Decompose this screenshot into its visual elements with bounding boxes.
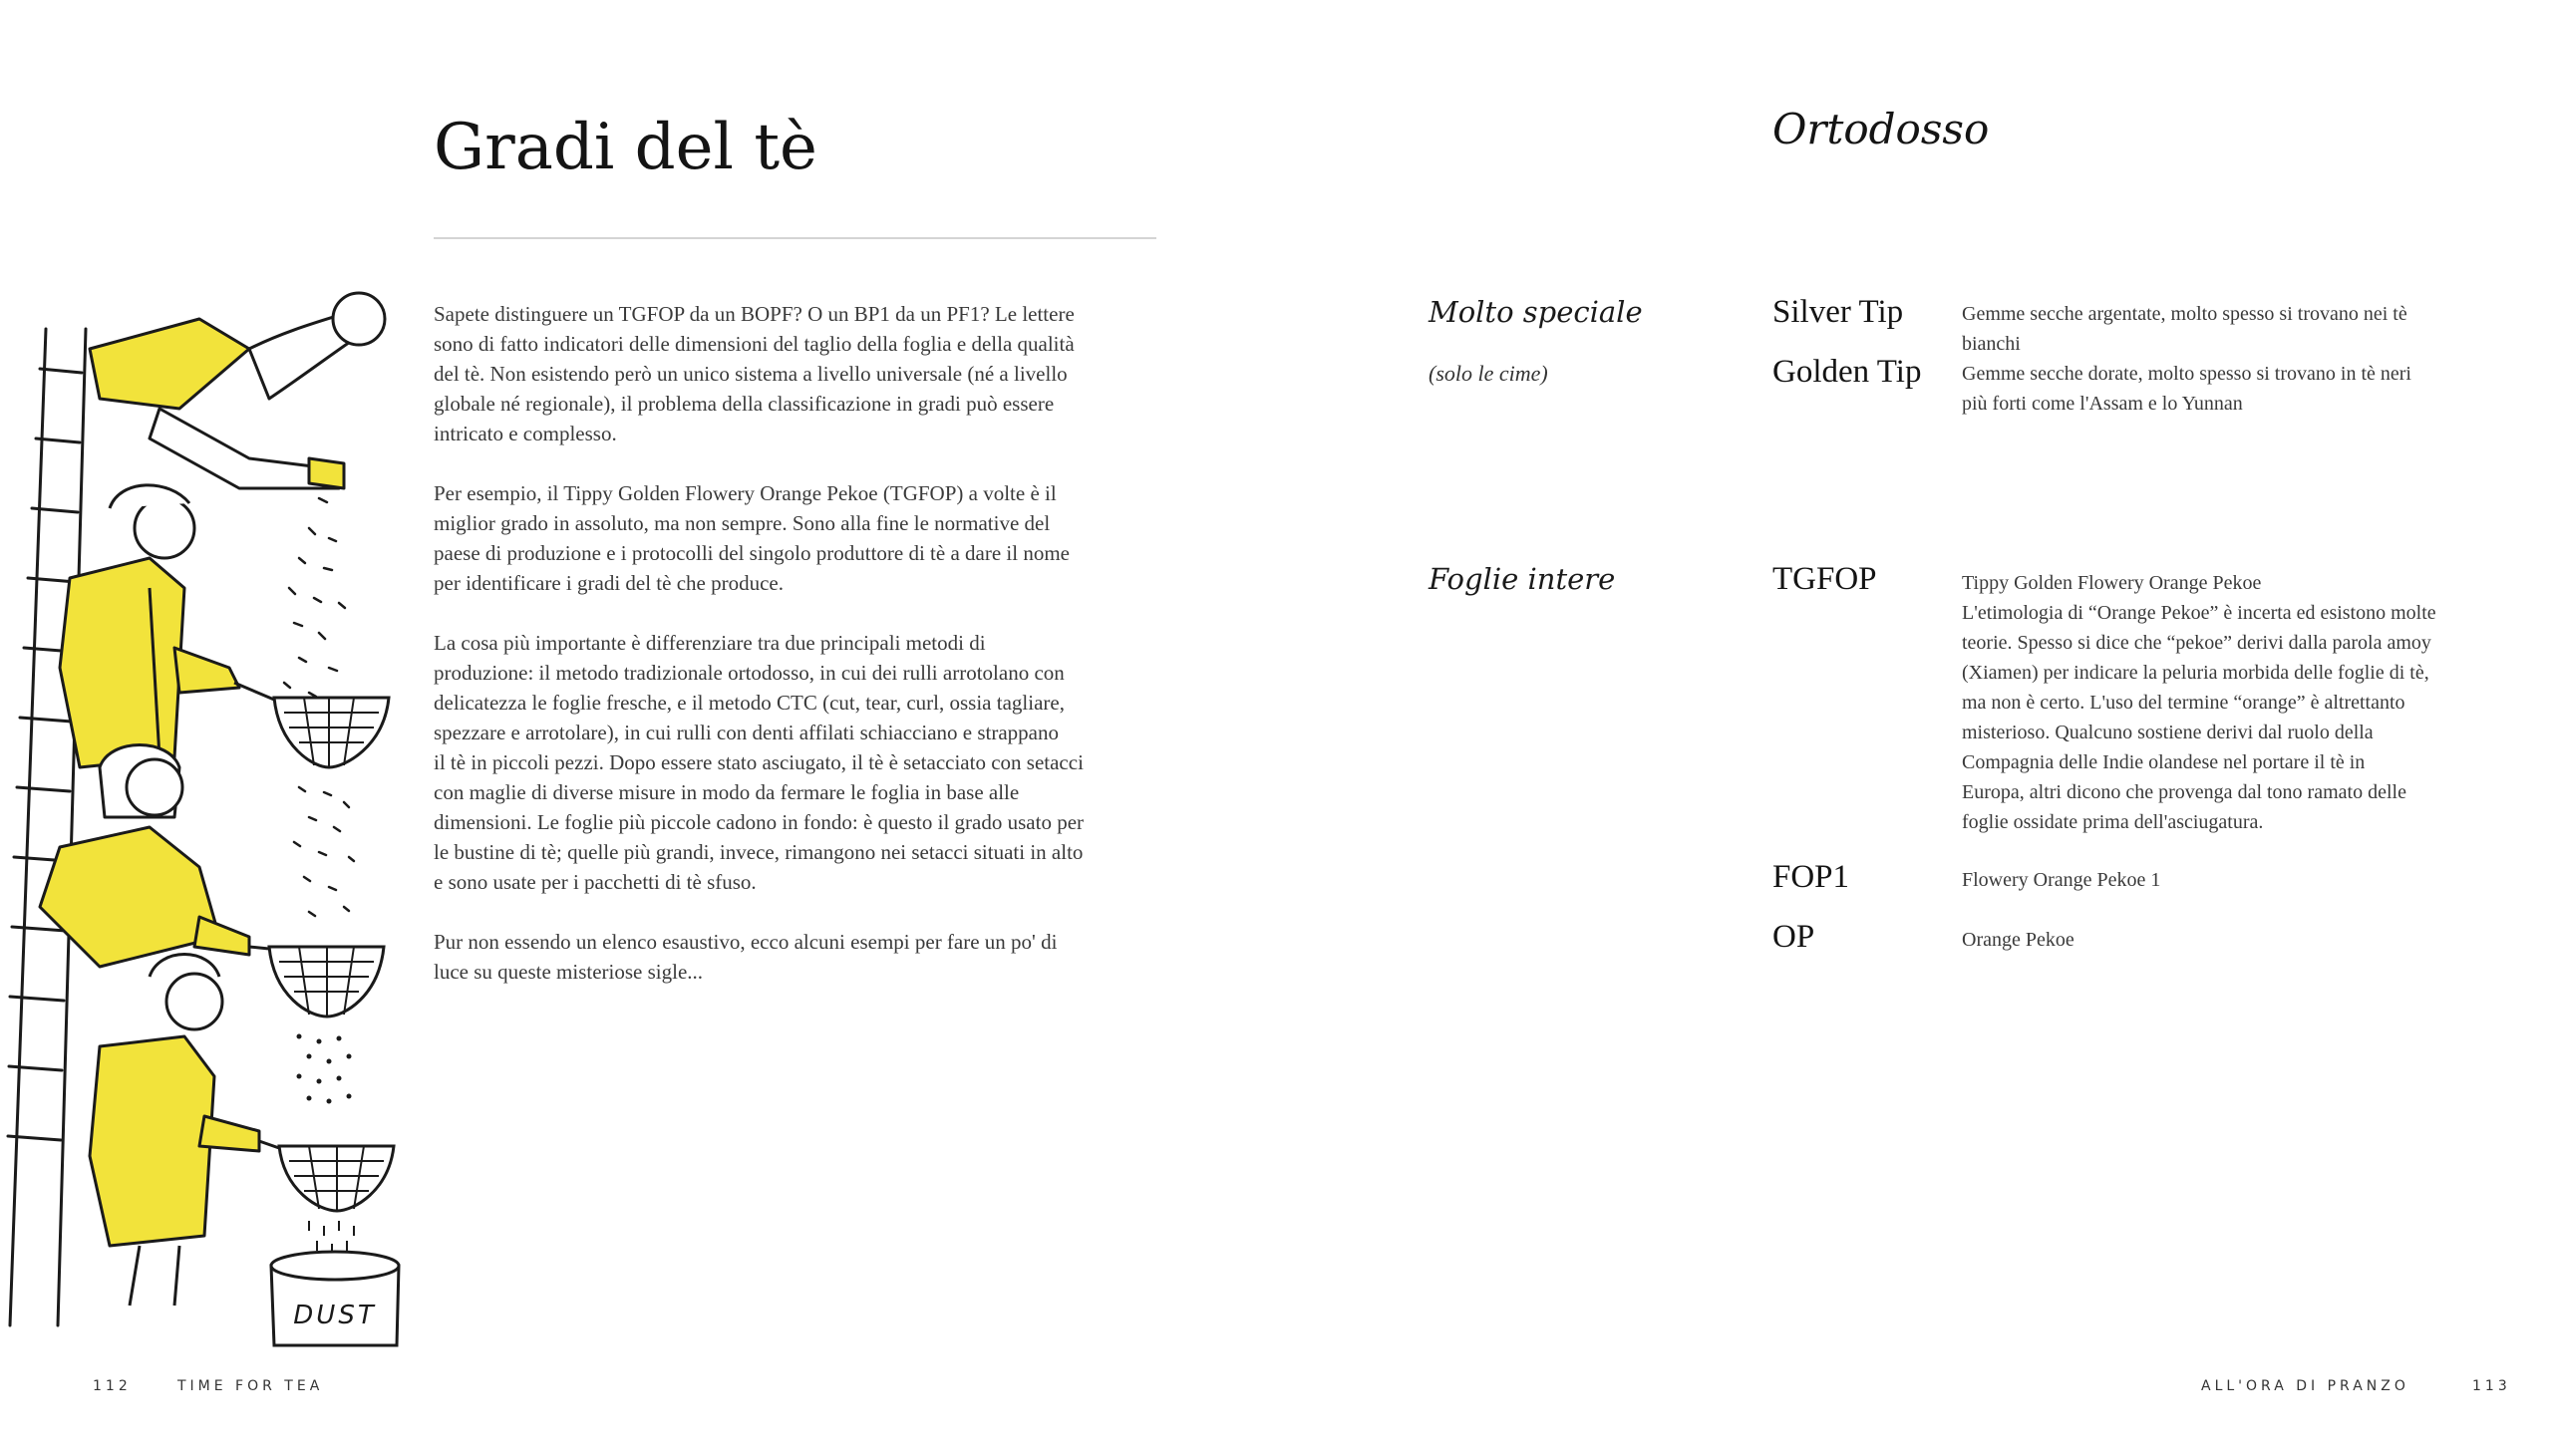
- category-label: Foglie intere: [1429, 562, 1616, 596]
- page-number-right: 113: [2472, 1378, 2511, 1394]
- grade-code: FOP1: [1772, 859, 1850, 895]
- text-line: globale né regionale), il problema della classificazione in gradi può essere: [434, 392, 1055, 416]
- running-head-left: TIME FOR TEA: [177, 1378, 324, 1394]
- desc-line: ma non è certo. L'uso del termine “orange” è altrettanto: [1962, 692, 2405, 714]
- dust-bucket: [271, 1252, 399, 1345]
- text-line: del tè. Non esistendo però un unico sistema a livello universale (né a livello: [434, 362, 1068, 386]
- paragraph-1: [434, 299, 1161, 448]
- desc-line: (Xiamen) per indicare la peluria morbida delle foglie di tè,: [1962, 662, 2429, 684]
- intro-text: [434, 299, 1161, 1017]
- desc-line: foglie ossidate prima dell'asciugatura.: [1962, 811, 2264, 833]
- figure-middle-2: [40, 745, 249, 968]
- desc-line: Gemme secche argentate, molto spesso si trovano nei tè: [1962, 303, 2407, 325]
- title-divider: [434, 237, 1156, 239]
- desc-line: più forti come l'Assam e lo Yunnan: [1962, 393, 2243, 415]
- text-line: Sapete distinguere un TGFOP da un BOPF? O un BP1 da un PF1? Le lettere: [434, 302, 1075, 326]
- falling-leaves: [284, 498, 345, 703]
- text-line: con maglie di diverse misure in modo da fermare le foglia in base alle: [434, 780, 1020, 804]
- grade-description: [1962, 359, 2411, 419]
- text-line: delicatezza le foglie fresche, e il metodo CTC (cut, tear, curl, ossia tagliare,: [434, 691, 1065, 715]
- text-line: luce su queste misteriose sigle...: [434, 960, 704, 984]
- grade-code: TGFOP: [1772, 561, 1877, 597]
- grade-code: Golden Tip: [1772, 354, 1922, 390]
- grade-description: [1962, 865, 2160, 895]
- text-line: e sono usate per i pacchetti di tè sfuso.: [434, 870, 757, 894]
- text-line: per identificare i gradi del tè che produce.: [434, 571, 784, 595]
- page-number-left: 112: [93, 1378, 132, 1394]
- category-label: Molto speciale: [1429, 295, 1643, 329]
- desc-line: Compagnia delle Indie olandese nel portare il tè in: [1962, 751, 2366, 773]
- category-sublabel: (solo le cime): [1429, 361, 1548, 386]
- paragraph-3: [434, 628, 1161, 897]
- desc-line: Flowery Orange Pekoe 1: [1962, 869, 2161, 891]
- text-line: sono di fatto indicatori delle dimensioni del taglio della foglia e della qualità: [434, 332, 1075, 356]
- section-title: Ortodosso: [1772, 105, 1990, 153]
- figure-top: [90, 293, 385, 488]
- desc-line: Tippy Golden Flowery Orange Pekoe: [1962, 572, 2262, 594]
- desc-line: Gemme secche dorate, molto spesso si trovano in tè neri: [1962, 363, 2411, 385]
- text-line: La cosa più importante è differenziare tra due principali metodi di: [434, 631, 986, 655]
- tea-sifting-illustration: [0, 289, 409, 1355]
- text-line: il tè in piccoli pezzi. Dopo essere stato asciugato, il tè è setacciato con setacci: [434, 750, 1084, 774]
- text-line: le bustine di tè; quelle più grandi, invece, rimangono nei setacci situati in alto: [434, 840, 1084, 864]
- grade-description: [1962, 568, 2436, 837]
- paragraph-4: [434, 927, 1161, 987]
- desc-line: bianchi: [1962, 333, 2021, 355]
- page-title: Gradi del tè: [434, 111, 817, 184]
- text-line: intricato e complesso.: [434, 422, 617, 445]
- grade-code: OP: [1772, 919, 1815, 955]
- desc-line: L'etimologia di “Orange Pekoe” è incerta ed esistono molte: [1962, 602, 2436, 624]
- figure-middle-1: [60, 485, 239, 767]
- grade-code: Silver Tip: [1772, 294, 1904, 330]
- dust-label: DUST: [293, 1301, 377, 1330]
- figure-bottom: [90, 955, 259, 1307]
- sieve-2: [249, 947, 384, 1017]
- text-line: Pur non essendo un elenco esaustivo, ecco alcuni esempi per fare un po' di: [434, 930, 1058, 954]
- desc-line: Europa, altri dicono che provenga dal tono ramato delle: [1962, 781, 2406, 803]
- paragraph-2: [434, 478, 1161, 598]
- grade-description: [1962, 925, 2074, 955]
- desc-line: teorie. Spesso si dice che “pekoe” derivi dalla parola amoy: [1962, 632, 2431, 654]
- text-line: paese di produzione e i protocolli del singolo produttore di tè a dare il nome: [434, 541, 1070, 565]
- grade-description: [1962, 299, 2407, 359]
- running-head-right: ALL'ORA DI PRANZO: [2201, 1378, 2409, 1394]
- text-line: miglior grado in assoluto, ma non sempre. Sono alla fine le normative del: [434, 511, 1051, 535]
- desc-line: misterioso. Qualcuno sostiene derivi dal ruolo della: [1962, 722, 2374, 743]
- sieve-3: [259, 1141, 394, 1211]
- desc-line: Orange Pekoe: [1962, 929, 2074, 951]
- text-line: produzione: il metodo tradizionale ortodosso, in cui dei rulli arrotolano con: [434, 661, 1065, 685]
- text-line: spezzare e arrotolare), in cui rulli con denti affilati schiacciano e strappano: [434, 721, 1059, 744]
- text-line: dimensioni. Le foglie più piccole cadono in fondo: è questo il grado usato per: [434, 810, 1085, 834]
- text-line: Per esempio, il Tippy Golden Flowery Orange Pekoe (TGFOP) a volte è il: [434, 481, 1057, 505]
